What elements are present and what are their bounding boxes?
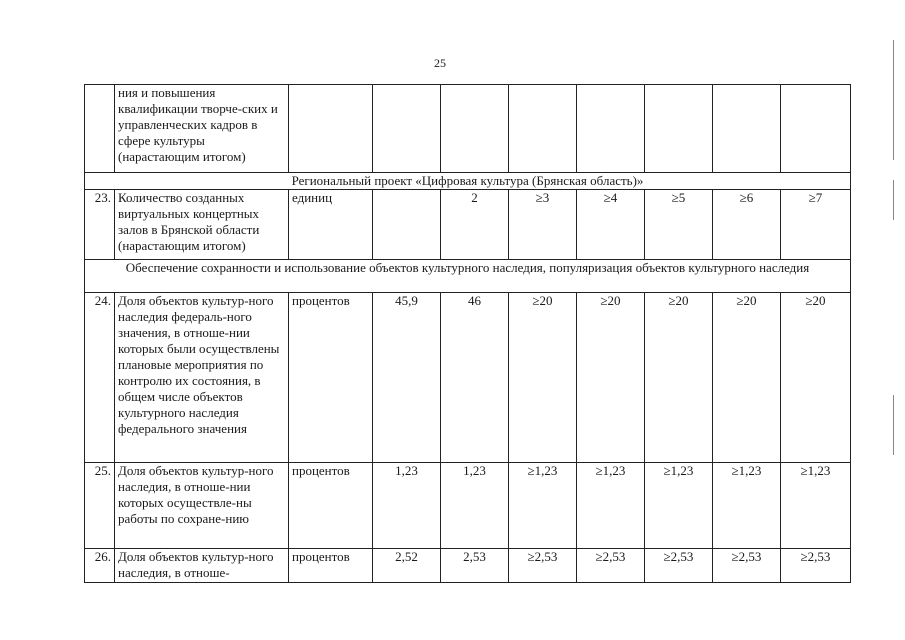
value-cell xyxy=(441,85,509,173)
value-cell: ≥20 xyxy=(781,293,851,463)
indicator-description: Доля объектов культур-ного наследия, в отноше-нии которых осуществле-ны работы по сохране-нию xyxy=(115,463,289,549)
unit-cell: процентов xyxy=(289,463,373,549)
indicator-description: Доля объектов культур-ного наследия, в отноше- xyxy=(115,549,289,583)
value-cell: ≥4 xyxy=(577,190,645,260)
row-number: 23. xyxy=(85,190,115,260)
value-cell: ≥2,53 xyxy=(509,549,577,583)
table-row xyxy=(85,463,851,549)
unit-cell: процентов xyxy=(289,293,373,463)
row-number: 26. xyxy=(85,549,115,583)
value-cell xyxy=(781,85,851,173)
value-cell xyxy=(509,85,577,173)
value-cell: ≥20 xyxy=(577,293,645,463)
section-title: Обеспечение сохранности и использование объектов культурного наследия, популяризация объектов культурного наследия xyxy=(85,260,851,293)
table-row xyxy=(85,549,851,583)
value-cell xyxy=(713,85,781,173)
table-row xyxy=(85,293,851,463)
row-number: 24. xyxy=(85,293,115,463)
value-cell: 46 xyxy=(441,293,509,463)
value-cell: ≥5 xyxy=(645,190,713,260)
scan-edge-mark xyxy=(893,180,894,220)
value-cell: 2 xyxy=(441,190,509,260)
value-cell: ≥1,23 xyxy=(645,463,713,549)
value-cell: ≥2,53 xyxy=(645,549,713,583)
value-cell: ≥1,23 xyxy=(509,463,577,549)
value-cell: ≥2,53 xyxy=(781,549,851,583)
value-cell: 1,23 xyxy=(373,463,441,549)
unit-cell xyxy=(289,85,373,173)
indicator-description: Доля объектов культур-ного наследия федераль-ного значения, в отноше-нии которых были осуществлены плановые мероприятия по контролю их состояния, в общем числе объектов культурного наследия федерального значения xyxy=(115,293,289,463)
section-header-row xyxy=(85,173,851,190)
section-header-row xyxy=(85,260,851,293)
indicators-table xyxy=(84,84,851,583)
table-row xyxy=(85,85,851,173)
value-cell xyxy=(373,85,441,173)
section-title: Региональный проект «Цифровая культура (Брянская область)» xyxy=(85,173,851,190)
indicator-description: Количество созданных виртуальных концертных залов в Брянской области (нарастающим итогом) xyxy=(115,190,289,260)
value-cell: ≥7 xyxy=(781,190,851,260)
value-cell: ≥6 xyxy=(713,190,781,260)
row-number xyxy=(85,85,115,173)
value-cell: ≥20 xyxy=(645,293,713,463)
value-cell: ≥2,53 xyxy=(577,549,645,583)
scan-edge-mark xyxy=(893,40,894,160)
value-cell: ≥20 xyxy=(509,293,577,463)
value-cell: ≥3 xyxy=(509,190,577,260)
row-number: 25. xyxy=(85,463,115,549)
value-cell xyxy=(373,190,441,260)
value-cell: 1,23 xyxy=(441,463,509,549)
unit-cell: единиц xyxy=(289,190,373,260)
value-cell: 45,9 xyxy=(373,293,441,463)
page-number: 25 xyxy=(434,56,446,70)
value-cell: ≥1,23 xyxy=(577,463,645,549)
value-cell: 2,53 xyxy=(441,549,509,583)
table-row xyxy=(85,190,851,260)
value-cell: ≥1,23 xyxy=(713,463,781,549)
value-cell: 2,52 xyxy=(373,549,441,583)
value-cell xyxy=(577,85,645,173)
scan-edge-mark xyxy=(893,395,894,455)
value-cell: ≥2,53 xyxy=(713,549,781,583)
value-cell: ≥1,23 xyxy=(781,463,851,549)
value-cell xyxy=(645,85,713,173)
unit-cell: процентов xyxy=(289,549,373,583)
value-cell: ≥20 xyxy=(713,293,781,463)
indicator-description: ния и повышения квалификации творче-ских и управленческих кадров в сфере культуры (нарастающим итогом) xyxy=(115,85,289,173)
